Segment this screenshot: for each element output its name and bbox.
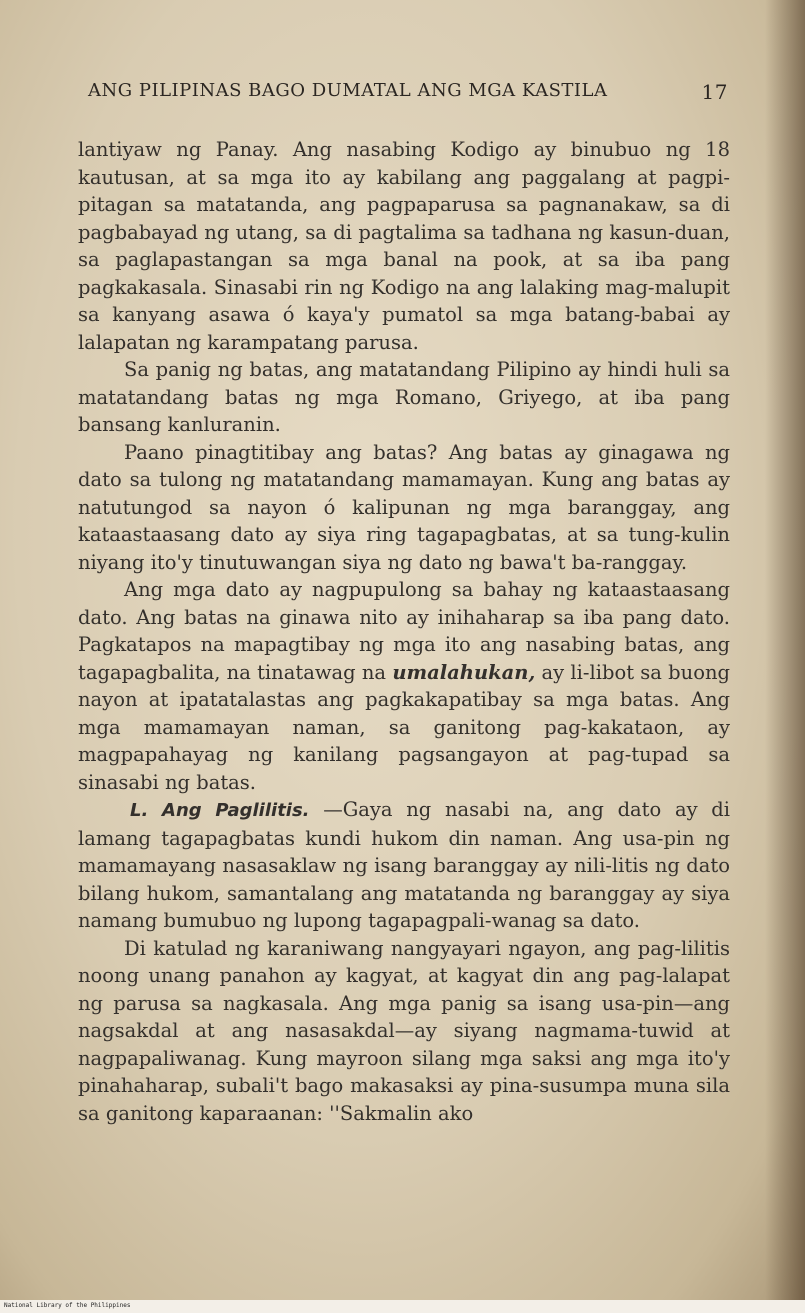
paragraph-3: Paano pinagtitibay ang batas? Ang batas ay ginagawa ng dato sa tulong ng matatandang mamamayan. Kung ang batas ay natutungod sa nayon ó kalipunan ng mga baranggay, ang kataastaasang dato ay siya ring tagapagbatas, at sa tung-kulin niyang ito'y tinutuwangan siya ng dato ng bawa't ba-ranggay. bbox=[78, 440, 730, 574]
running-header bbox=[88, 80, 728, 110]
library-credit: National Library of the Philippines bbox=[4, 1302, 131, 1309]
paragraph-5 bbox=[78, 796, 730, 935]
page-number: 17 bbox=[701, 80, 728, 104]
paragraph-1: lantiyaw ng Panay. Ang nasabing Kodigo ay binubuo ng 18 kautusan, at sa mga ito ay kabilang ang paggalang at pagpi-pitagan sa matatanda, ang pagpaparusa sa pagnanakaw, sa di pagbabayad ng utang, sa di pagtalima sa tadhana ng kasun-duan, sa paglapastangan sa mga banal na pook, at sa iba pang pagkakasala. Sinasabi rin ng Kodigo na ang lalaking mag-malupit sa kanyang asawa ó kaya'y pumatol sa mga batang-babai ay lalapatan ng karampatang parusa. bbox=[78, 138, 730, 354]
body-text bbox=[78, 136, 730, 1127]
paragraph-5-text: —Gaya ng nasabi na, ang dato ay di lamang tagapagbatas kundi hukom din naman. Ang usa-pin ng mamamayang nasasaklaw ng isang baranggay ay nili-litis ng dato bilang hukom, samantalang ang matatanda ng baranggay ay siya namang bumubuo ng lupong tagapagpali-wanag sa dato. bbox=[78, 798, 730, 932]
section-heading: L. Ang Paglilitis. bbox=[130, 800, 310, 821]
term-umalahukan: umalahukan, bbox=[392, 660, 536, 684]
paragraph-4-text-a: Ang mga dato ay nagpupulong sa bahay ng kataastaasang dato. Ang batas na ginawa nito ay inihaharap sa iba pang dato. Pagkatapos na mapagtibay ng mga ito ang nasabing batas, ang tagapagbalita, na tinatawag na bbox=[78, 578, 730, 684]
paragraph-4-text-b: ay li-libot sa buong nayon at ipatatalastas ang pagkakapatibay sa mga batas. Ang mga mamamayan naman, sa ganitong pag-kakataon, ay magpapahayag ng kanilang pagsangayon at pag-tupad sa sinasabi ng batas. bbox=[78, 660, 730, 794]
paragraph-2: Sa panig ng batas, ang matatandang Pilipino ay hindi huli sa matatandang batas ng mga Romano, Griyego, at iba pang bansang kanluranin. bbox=[78, 358, 730, 436]
running-title: ANG PILIPINAS BAGO DUMATAL ANG MGA KASTILA bbox=[88, 80, 608, 101]
book-spine-shadow bbox=[765, 0, 805, 1300]
paragraph-4 bbox=[78, 576, 730, 796]
paragraph-6: Di katulad ng karaniwang nangyayari ngayon, ang pag-lilitis noong unang panahon ay kagyat, at kagyat din ang pag-lalapat ng parusa sa nagkasala. Ang mga panig sa isang usa-pin—ang nagsakdal at ang nasasakdal—ay siyang nagmama-tuwid at nagpapaliwanag. Kung mayroon silang mga saksi ang mga ito'y pinahaharap, subali't bago makasaksi ay pina-susumpa muna sila sa ganitong kaparaanan: ''Sakmalin ako bbox=[78, 936, 730, 1125]
